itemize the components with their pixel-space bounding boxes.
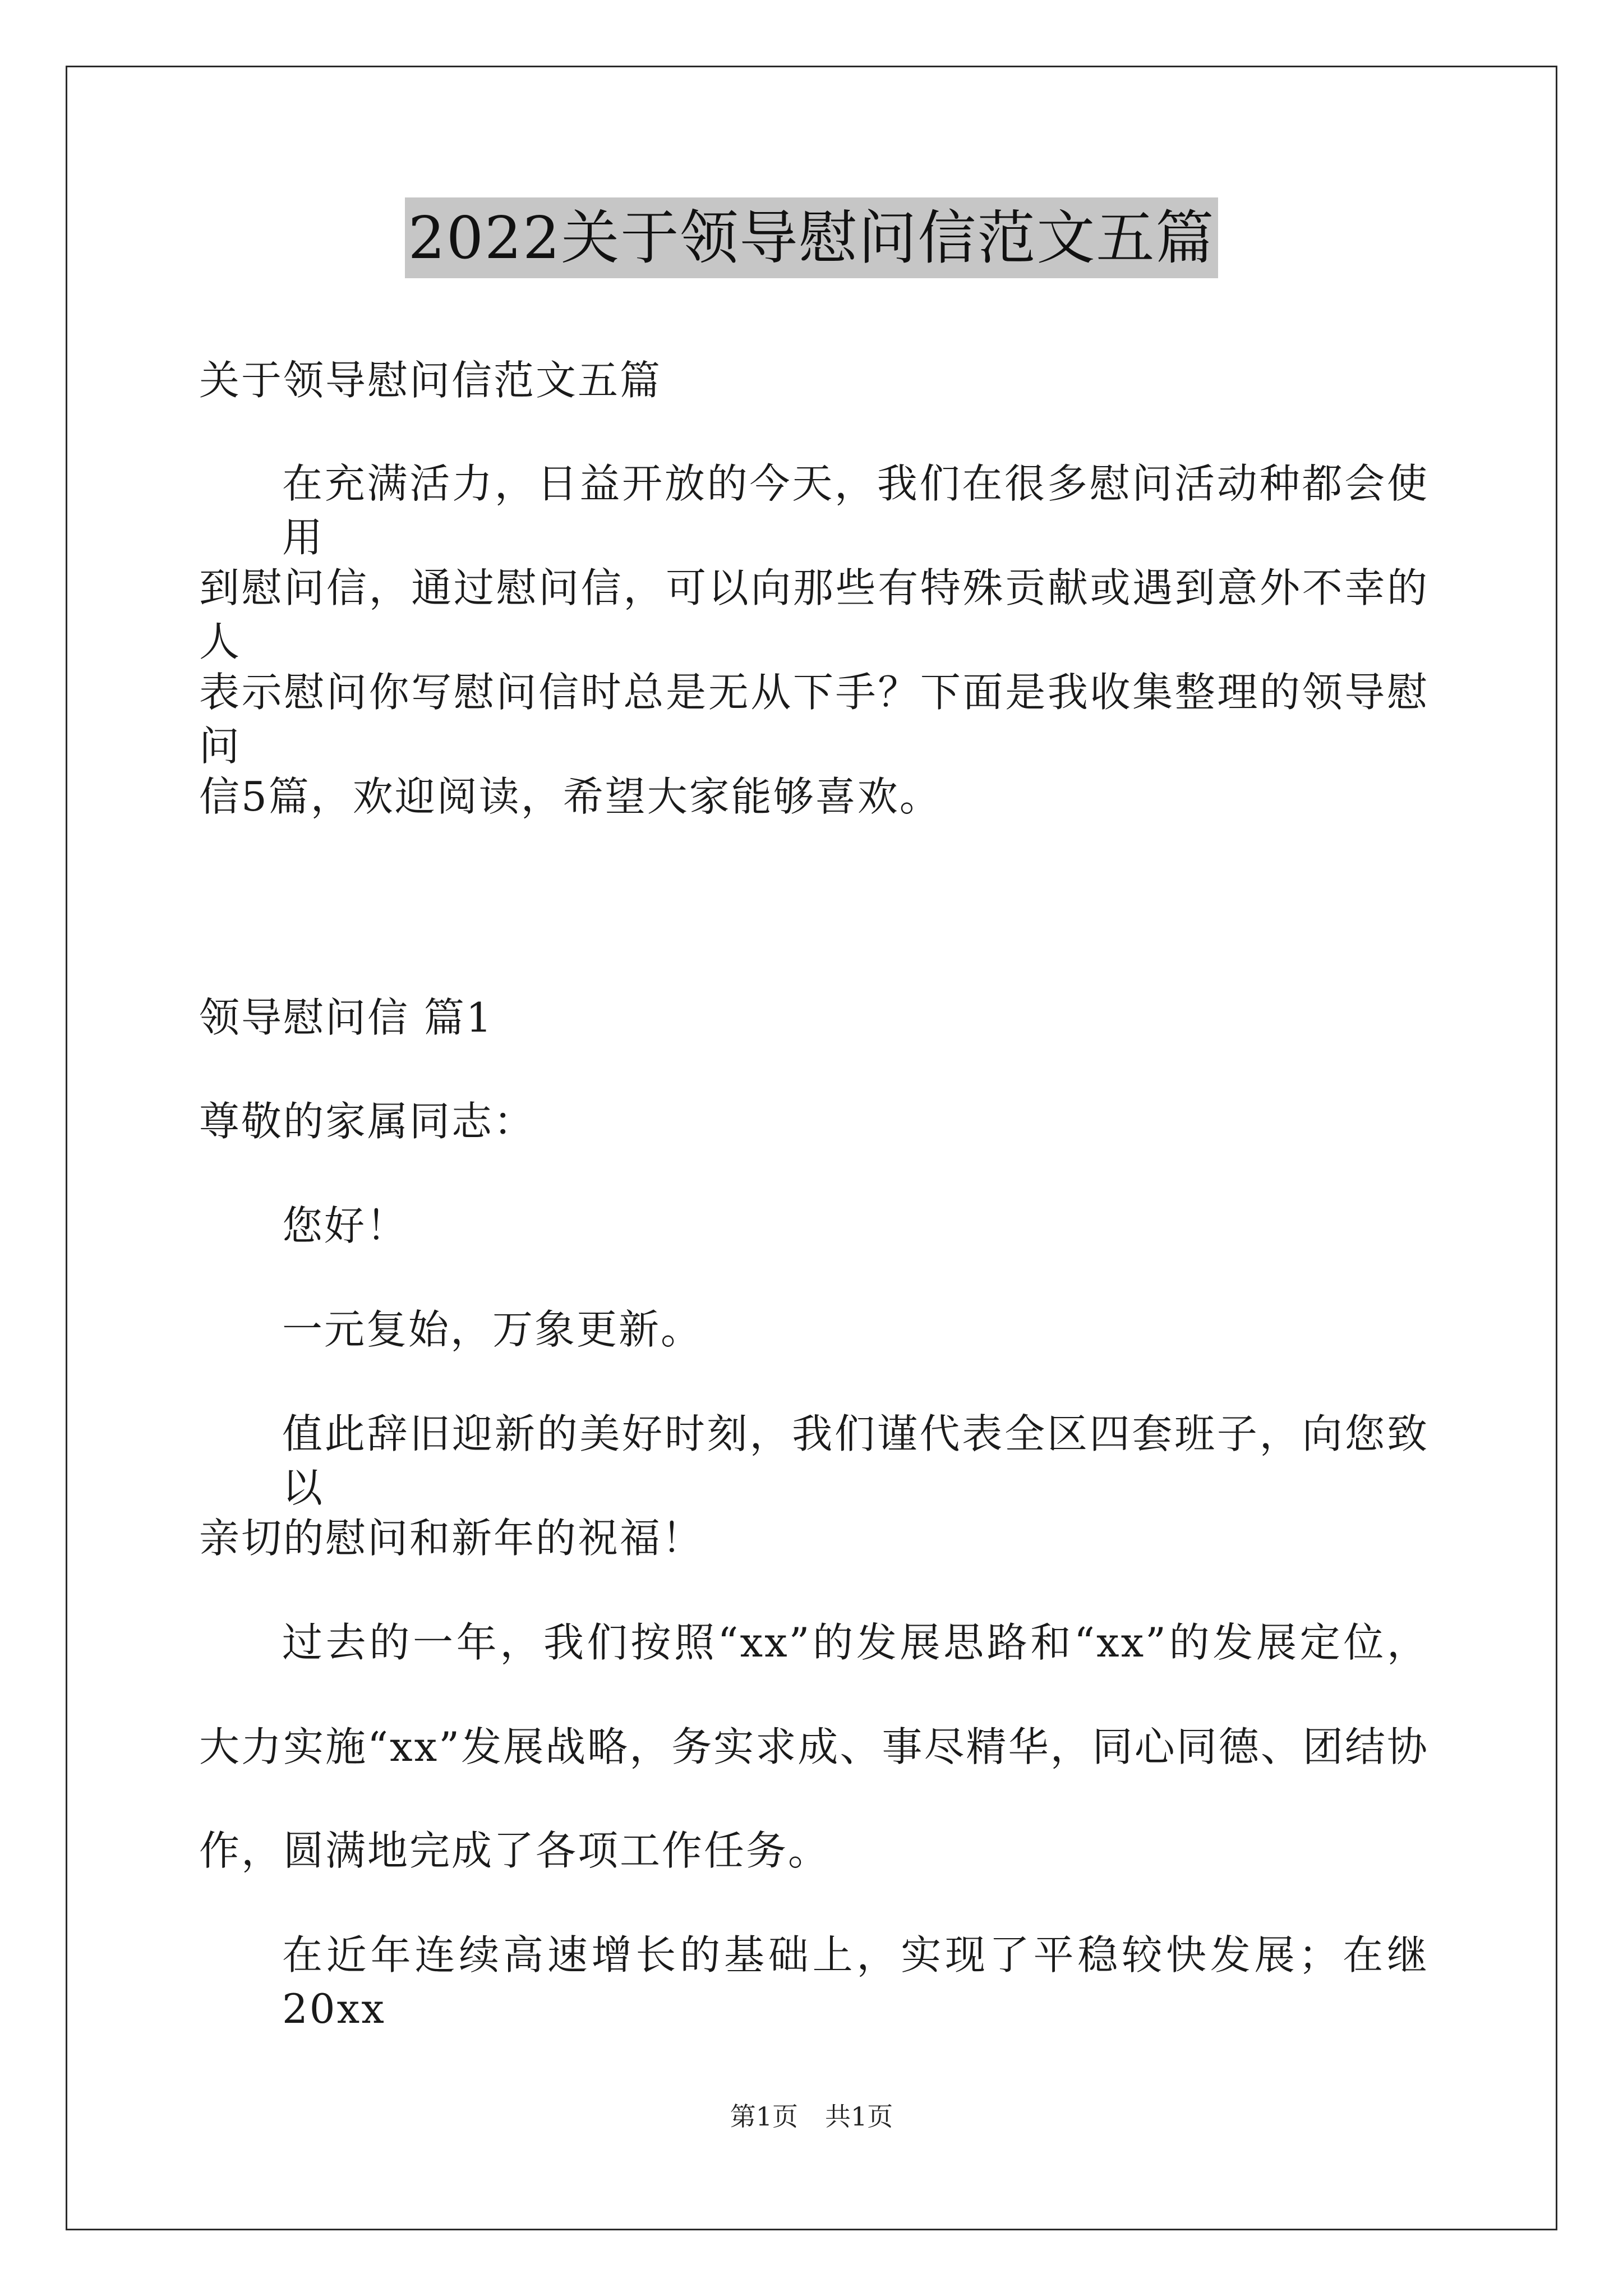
document-subtitle: 关于领导慰问信范文五篇 <box>199 357 662 404</box>
intro-line: 在充满活力，日益开放的今天，我们在很多慰问活动种都会使用 <box>282 460 1429 561</box>
body-line: 大力实施“xx”发展战略，务实求成、事尽精华，同心同德、团结协 <box>199 1723 1429 1770</box>
section-heading: 领导慰问信 篇1 <box>199 994 494 1041</box>
title-container <box>0 197 1623 278</box>
body-line: 作，圆满地完成了各项工作任务。 <box>199 1827 831 1874</box>
body-line: 过去的一年，我们按照“xx”的发展思路和“xx”的发展定位， <box>282 1619 1429 1666</box>
intro-line: 信5篇，欢迎阅读，希望大家能够喜欢。 <box>199 773 942 820</box>
intro-line: 到慰问信，通过慰问信，可以向那些有特殊贡献或遇到意外不幸的人 <box>199 564 1429 665</box>
document-title: 2022关于领导慰问信范文五篇 <box>405 197 1219 278</box>
body-line: 在近年连续高速增长的基础上，实现了平稳较快发展；在继20xx <box>282 1931 1429 2032</box>
body-line: 值此辞旧迎新的美好时刻，我们谨代表全区四套班子，向您致以 <box>282 1410 1429 1511</box>
page-total: 共1页 <box>825 2101 893 2132</box>
salutation: 尊敬的家属同志： <box>199 1098 536 1145</box>
body-line: 亲切的慰问和新年的祝福！ <box>199 1515 704 1562</box>
greeting: 您好！ <box>282 1202 409 1249</box>
page-number: 第1页 <box>730 2101 798 2132</box>
intro-line: 表示慰问你写慰问信时总是无从下手？下面是我收集整理的领导慰问 <box>199 669 1429 770</box>
body-line: 一元复始，万象更新。 <box>282 1306 703 1353</box>
page-footer <box>0 2100 1623 2133</box>
